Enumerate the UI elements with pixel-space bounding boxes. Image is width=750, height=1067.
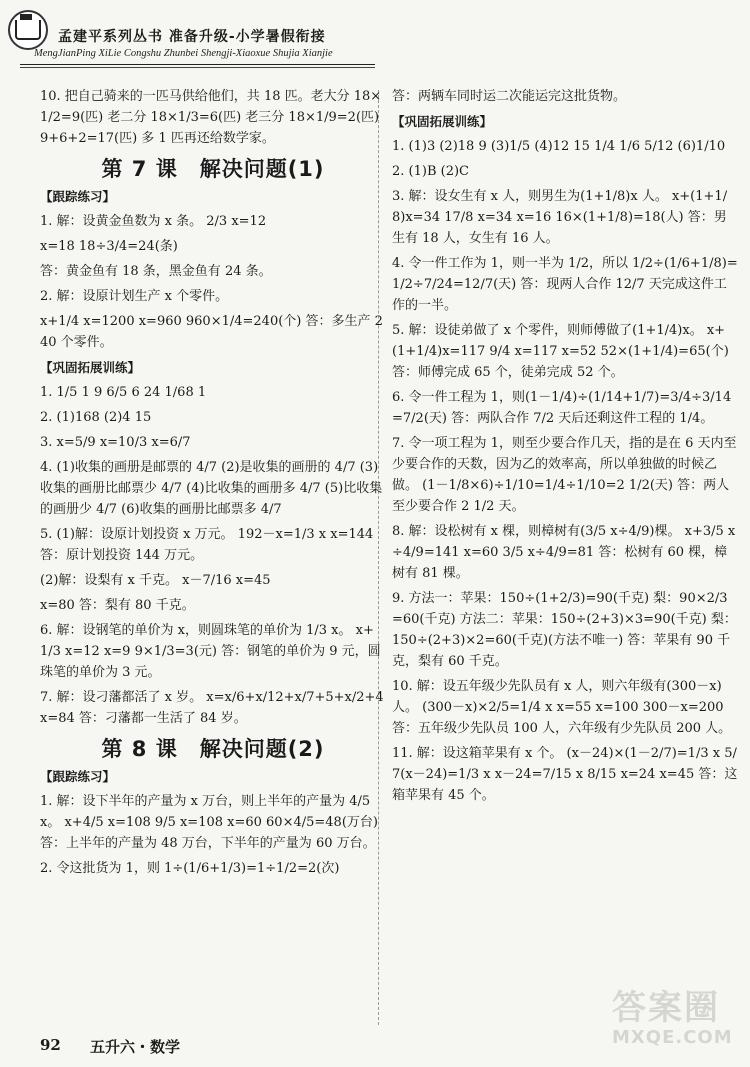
answer-item: 2. (1)168 (2)4 15 xyxy=(40,410,152,425)
lesson-heading: 第 7 课 解决问题(1) xyxy=(101,157,325,181)
answer-item: 10. 把自己骑来的一匹马供给他们，共 18 匹。老大分 18×1/2=9(匹) 老二分 18×1/3=6(匹) 老三分 18×1/9=2(匹) 9+6+2=17(匹) 多 1 匹再还给数学家。 xyxy=(40,89,382,146)
page-number: 92 xyxy=(40,1036,61,1054)
watermark-text: 答案圈 xyxy=(612,988,720,1028)
left-column xyxy=(40,86,386,883)
header-rule xyxy=(20,64,375,65)
answer-item: x+1/4 x=1200 x=960 960×1/4=240(个) 答：多生产 240 个零件。 xyxy=(40,314,383,350)
answer-item: 6. 解：设钢笔的单价为 x，则圆珠笔的单价为 1/3 x。 x+1/3 x=12 x=9 9×1/3=3(元) 答：钢笔的单价为 9 元，圆珠笔的单价为 3 元。 xyxy=(40,623,381,680)
answer-item: 8. 解：设松树有 x 棵，则樟树有(3/5 x÷4/9)棵。 x+3/5 x÷4/9=141 x=60 3/5 x÷4/9=81 答：松树有 60 棵，樟树有 81 棵。 xyxy=(392,524,736,581)
answer-item: 1. (1)3 (2)18 9 (3)1/5 (4)12 15 1/4 1/6 5/12 (6)1/10 xyxy=(392,139,726,154)
answer-item: 5. (1)解：设原计划投资 x 万元。 192－x=1/3 x x=144 答：原计划投资 144 万元。 xyxy=(40,527,374,563)
publisher-logo-icon xyxy=(8,10,48,50)
answer-item: x=80 答：梨有 80 千克。 xyxy=(40,598,195,613)
answer-item: 答：黄金鱼有 18 条，黑金鱼有 24 条。 xyxy=(40,264,272,279)
watermark-logo xyxy=(612,990,742,1060)
answer-item: 3. 解：设女生有 x 人，则男生为(1+1/8)x 人。 x+(1+1/8)x=34 17/8 x=34 x=16 16×(1+1/8)=18(人) 答：男生有 18 人，女生有 16 人。 xyxy=(392,189,728,246)
answer-item: 1. 解：设黄金鱼数为 x 条。 2/3 x=12 xyxy=(40,214,267,229)
answer-item: 7. 解：设刁藩都活了 x 岁。 x=x/6+x/12+x/7+5+x/2+4 x=84 答：刁藩都一生活了 84 岁。 xyxy=(40,690,384,726)
lesson-heading: 第 8 课 解决问题(2) xyxy=(101,737,325,761)
answer-item: 1. 解：设下半年的产量为 x 万台，则上半年的产量为 4/5 x。 x+4/5 x=108 9/5 x=108 x=60 60×4/5=48(万台) 答：上半年的产量为 48 万台，下半年的产量为 60 万台。 xyxy=(40,794,378,851)
answer-item: 答：两辆车同时运二次能运完这批货物。 xyxy=(392,89,627,104)
header-rule-thin xyxy=(20,67,375,68)
watermark-url: MXQE.COM xyxy=(612,1027,733,1048)
answer-item: 2. 解：设原计划生产 x 个零件。 xyxy=(40,289,229,304)
answer-item: (2)解：设梨有 x 千克。 x－7/16 x=45 xyxy=(40,573,271,588)
answer-item: 2. (1)B (2)C xyxy=(392,164,469,179)
answer-item: 10. 解：设五年级少先队员有 x 人，则六年级有(300－x)人。 (300－x)×2/5=1/4 x x=55 x=100 300－x=200 答：五年级少先队员 100 人，六年级有少先队员 200 人。 xyxy=(392,679,732,736)
answer-item: 3. x=5/9 x=10/3 x=6/7 xyxy=(40,435,191,450)
answer-item: 6. 令一件工程为 1，则(1－1/4)÷(1/14+1/7)=3/4÷3/14=7/2(天) 答：两队合作 7/2 天后还剩这件工程的 1/4。 xyxy=(392,390,732,426)
series-pinyin: MengJianPing XiLie Congshu Zhunbei Shengji-Xiaoxue Shujia Xianjie xyxy=(34,48,333,59)
right-column xyxy=(392,86,738,810)
section-label: 【巩固拓展训练】 xyxy=(392,114,493,129)
answer-item: 4. (1)收集的画册是邮票的 4/7 (2)是收集的画册的 4/7 (3)收集的画册比邮票少 4/7 (4)比收集的画册多 4/7 (5)比收集的画册少 4/7 (6)收集的画册比邮票多 4/7 xyxy=(40,460,383,517)
answer-item: x=18 18÷3/4=24(条) xyxy=(40,239,178,254)
answer-item: 2. 令这批货为 1，则 1÷(1/6+1/3)=1÷1/2=2(次) xyxy=(40,861,340,876)
section-label: 【跟踪练习】 xyxy=(40,189,116,204)
answer-item: 5. 解：设徒弟做了 x 个零件，则师傅做了(1+1/4)x。 x+(1+1/4)x=117 9/4 x=117 x=52 52×(1+1/4)=65(个) 答：师傅完成 65 个，徒弟完成 52 个。 xyxy=(392,323,729,380)
section-label: 【跟踪练习】 xyxy=(40,769,116,784)
answer-item: 4. 令一件工作为 1，则一半为 1/2，所以 1/2÷(1/6+1/8)=1/2÷7/24=12/7(天) 答：现两人合作 12/7 天完成这件工作的一半。 xyxy=(392,256,738,313)
answer-item: 9. 方法一：苹果：150÷(1+2/3)=90(千克) 梨：90×2/3=60(千克) 方法二：苹果：150÷(2+3)×3=90(千克) 梨：150÷(2+3)×2=60(千克)(方法不唯一) 答：苹果有 90 千克，梨有 60 千克。 xyxy=(392,591,737,669)
series-title: 孟建平系列丛书 准备升级-小学暑假衔接 xyxy=(58,29,326,45)
answer-item: 1. 1/5 1 9 6/5 6 24 1/68 1 xyxy=(40,385,207,400)
page-subtitle: 五升六・数学 xyxy=(90,1038,181,1056)
answer-item: 11. 解：设这箱苹果有 x 个。 (x－24)×(1－2/7)=1/3 x 5/7(x－24)=1/3 x x－24=7/15 x 8/15 x=24 x=45 答：这箱苹果有 45 个。 xyxy=(392,746,738,803)
answer-item: 7. 令一项工程为 1，则至少要合作几天，指的是在 6 天内至少要合作的天数，因为乙的效率高，所以单独做的时候乙做。 (1－1/8×6)÷1/10=1/4÷1/10=2 1/2(天) 答：两人至少要合作 2 1/2 天。 xyxy=(392,436,737,514)
section-label: 【巩固拓展训练】 xyxy=(40,360,141,375)
